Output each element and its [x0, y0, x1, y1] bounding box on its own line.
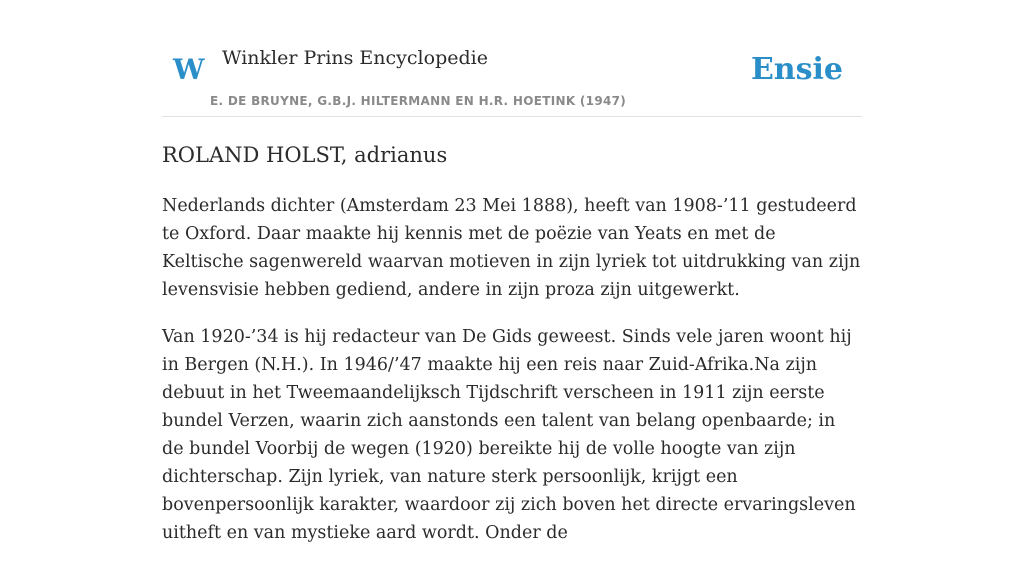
page — [162, 0, 862, 543]
source-authors: E. DE BRUYNE, G.B.J. HILTERMANN EN H.R. HOETINK (1947) — [210, 94, 627, 108]
entry-title: ROLAND HOLST, adrianus — [162, 143, 448, 167]
article-paragraph: Nederlands dichter (Amsterdam 23 Mei 1888), heeft van 1908-’11 gestudeerd te Oxford. Daar maakte hij kennis met de poëzie van Yeats en met de Keltische sagenwereld waarvan motieven in zijn lyriek tot uitdrukking van zijn levensvisie hebben gediend, andere in zijn proza zijn uitgewerkt. — [162, 196, 861, 300]
source-title[interactable]: Winkler Prins Encyclopedie — [222, 47, 488, 69]
source-header — [162, 0, 862, 117]
winkler-prins-logo[interactable]: W — [173, 53, 205, 86]
article-body — [162, 192, 862, 566]
ensie-brand-logo[interactable]: Ensie — [750, 52, 843, 87]
article-paragraph: Van 1920-’34 is hij redacteur van De Gids geweest. Sinds vele jaren woont hij in Bergen (N.H.). In 1946/’47 maakte hij een reis naar Zuid-Afrika.Na zijn debuut in het Tweemaandelijksch Tijdschrift verscheen in 1911 zijn eerste bundel Verzen, waarin zich aanstonds een talent van belang openbaarde; in de bundel Voorbij de wegen (1920) bereikte hij de volle hoogte van zijn dichterschap. Zijn lyriek, van nature sterk persoonlijk, krijgt een bovenpersoonlijk karakter, waardoor zij zich boven het directe ervaringsleven uitheft en van mystieke aard wordt. Onder de — [162, 327, 856, 543]
